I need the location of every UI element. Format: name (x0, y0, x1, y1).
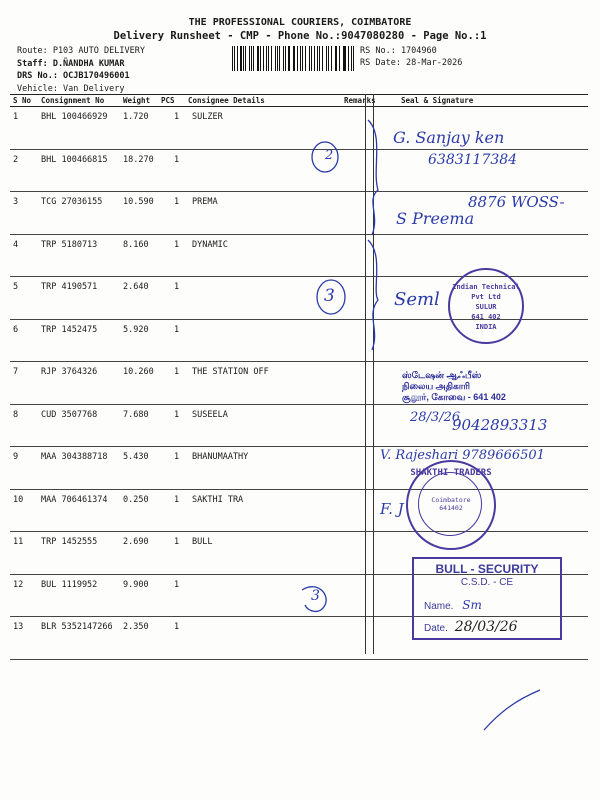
row-sno: 5 (13, 282, 19, 292)
row-consignee: DYNAMIC (192, 239, 228, 250)
bull-stamp-name-value: Sm (462, 598, 482, 612)
row-consignee: SAKTHI TRA (192, 494, 244, 505)
row-consignment: TRP 5180713 (41, 239, 98, 250)
staff-text: Staff: D.ÑANDHA KUMAR (17, 58, 125, 69)
row-consignment: TCG 27036155 (41, 197, 103, 207)
header-sno: S No (13, 96, 32, 105)
row-pcs: 1 (174, 112, 180, 122)
header-consignment: Consignment No (41, 96, 105, 105)
row-consignee: THE STATION OFF (192, 367, 269, 377)
row-weight: 10.260 (123, 367, 154, 377)
header-pcs: PCS (161, 96, 175, 105)
row-consignment: BLR 5352147266 (41, 622, 113, 632)
row-pcs: 1 (174, 367, 180, 377)
row-consignment: MAA 706461374 (41, 494, 108, 505)
row-weight: 18.270 (123, 154, 154, 165)
row-consignee: BHANUMAATHY (192, 452, 249, 462)
hand-phone-row3: 8876 WOSS- (468, 193, 565, 211)
hand-name-row3: S Preema (396, 209, 475, 228)
row-sno: 4 (13, 239, 19, 250)
row-pcs: 1 (174, 197, 180, 207)
row-weight: 9.900 (123, 579, 149, 590)
route-text: Route: P103 AUTO DELIVERY (17, 46, 145, 56)
bull-stamp-name-label: Name. (424, 601, 454, 612)
vehicle-text: Vehicle: Van Delivery (17, 83, 125, 94)
row-pcs: 1 (174, 282, 180, 292)
company-seal-text (450, 270, 522, 332)
row-sno: 11 (13, 537, 24, 547)
row-consignment: BUL 1119952 (41, 579, 98, 590)
hand-sign-row5: Seml (394, 289, 440, 310)
company-seal-line: INDIA (475, 323, 497, 331)
row-sno: 13 (13, 622, 24, 632)
hand-phone-row8: 9042893313 (452, 416, 548, 434)
station-stamp-line3: சூலூர், கோவை - 641 402 (402, 392, 506, 402)
shakthi-traders-seal (406, 460, 496, 550)
row-consignee: PREMA (192, 197, 218, 207)
row-weight: 10.590 (123, 197, 154, 207)
runsheet-subtitle: Delivery Runsheet - CMP - Phone No.:9047080280 - Page No.:1 (113, 30, 487, 42)
company-seal-line: Indian Technical Pvt Ltd (452, 283, 520, 301)
header-seal: Seal & Signature (401, 96, 474, 105)
row-weight: 7.680 (123, 409, 149, 420)
bull-stamp-date-row (424, 619, 518, 635)
row-sno: 6 (13, 324, 19, 335)
hand-mark-row12: 3 (311, 588, 320, 604)
hand-sign-row10: F. J (380, 500, 404, 518)
bull-stamp-title: BULL - SECURITY (435, 562, 539, 576)
bull-stamp-date-value: 28/03/26 (454, 619, 518, 635)
row-consignment: BHL 100466815 (41, 154, 108, 165)
row-pcs: 1 (174, 409, 180, 420)
row-sno: 2 (13, 154, 19, 165)
row-pcs: 1 (174, 537, 180, 547)
row-weight: 2.690 (123, 537, 149, 547)
hand-text-row9: V. Rajeshari 9789666501 (380, 448, 545, 463)
row-sno: 9 (13, 452, 19, 462)
row-consignee: SULZER (192, 112, 223, 122)
bull-stamp-date-label: Date. (424, 623, 448, 634)
row-sno: 10 (13, 494, 24, 505)
hand-mark-row5: 3 (324, 286, 335, 306)
row-sno: 3 (13, 197, 19, 207)
pen-stroke-bottom (484, 690, 540, 730)
company-title: THE PROFESSIONAL COURIERS, COIMBATORE (188, 17, 412, 28)
bull-security-stamp (412, 557, 562, 640)
row-sno: 1 (13, 112, 19, 122)
row-consignment: TRP 1452475 (41, 324, 98, 335)
row-consignment: BHL 100466929 (41, 112, 108, 122)
row-pcs: 1 (174, 622, 180, 632)
header-details: Consignee Details (188, 96, 265, 105)
rs-date-text: RS Date: 28-Mar-2026 (360, 58, 463, 68)
pen-bracket-2 (368, 240, 378, 350)
row-weight: 5.920 (123, 324, 149, 335)
row-weight: 1.720 (123, 112, 149, 122)
station-stamp-line1: ஸ்டேஷன் ஆஃபீஸ் (402, 370, 482, 380)
shakthi-seal-inner-text: Coimbatore 641402 (431, 496, 471, 512)
drs-text: DRS No.: OCJB170496001 (17, 71, 130, 81)
hand-name-row1: G. Sanjay ken (393, 128, 505, 147)
row-consignment: RJP 3764326 (41, 367, 98, 377)
header-remarks: Remarks (344, 96, 376, 105)
row-consignee: BULL (192, 537, 213, 547)
row-pcs: 1 (174, 239, 180, 250)
company-seal-line: SULUR (475, 303, 497, 311)
row-pcs: 1 (174, 579, 180, 590)
row-consignment: MAA 304388718 (41, 452, 108, 462)
station-stamp-line2: நிலைய அதிகாரி (402, 381, 470, 391)
company-seal-line: 641 402 (471, 313, 501, 321)
hand-mark-row2: 2 (325, 148, 334, 163)
row-pcs: 1 (174, 452, 180, 462)
hand-date-row8: 28/3/26 (410, 410, 461, 425)
company-round-seal (448, 268, 524, 344)
row-sno: 7 (13, 367, 19, 377)
rs-no-text: RS No.: 1704960 (360, 46, 437, 56)
row-sno: 12 (13, 579, 24, 590)
row-pcs: 1 (174, 324, 180, 335)
row-consignment: TRP 4190571 (41, 282, 98, 292)
shakthi-seal-ring-text: SHAKTHI TRADERS (410, 468, 492, 478)
row-weight: 5.430 (123, 452, 149, 462)
row-weight: 2.350 (123, 622, 149, 632)
row-consignment: TRP 1452555 (41, 537, 98, 547)
header-weight: Weight (123, 96, 151, 105)
row-consignee: SUSEELA (192, 409, 228, 420)
row-pcs: 1 (174, 494, 180, 505)
row-consignment: CUD 3507768 (41, 409, 98, 420)
pen-bracket-1 (368, 120, 378, 235)
row-pcs: 1 (174, 154, 180, 165)
row-weight: 0.250 (123, 494, 149, 505)
bull-stamp-subtitle: C.S.D. - CE (460, 577, 514, 588)
hand-phone-row1: 6383117384 (428, 152, 518, 168)
bull-stamp-name-row (424, 598, 482, 612)
row-weight: 8.160 (123, 239, 149, 250)
row-sno: 8 (13, 409, 19, 420)
station-office-stamp (402, 370, 572, 403)
row-weight: 2.640 (123, 282, 149, 292)
